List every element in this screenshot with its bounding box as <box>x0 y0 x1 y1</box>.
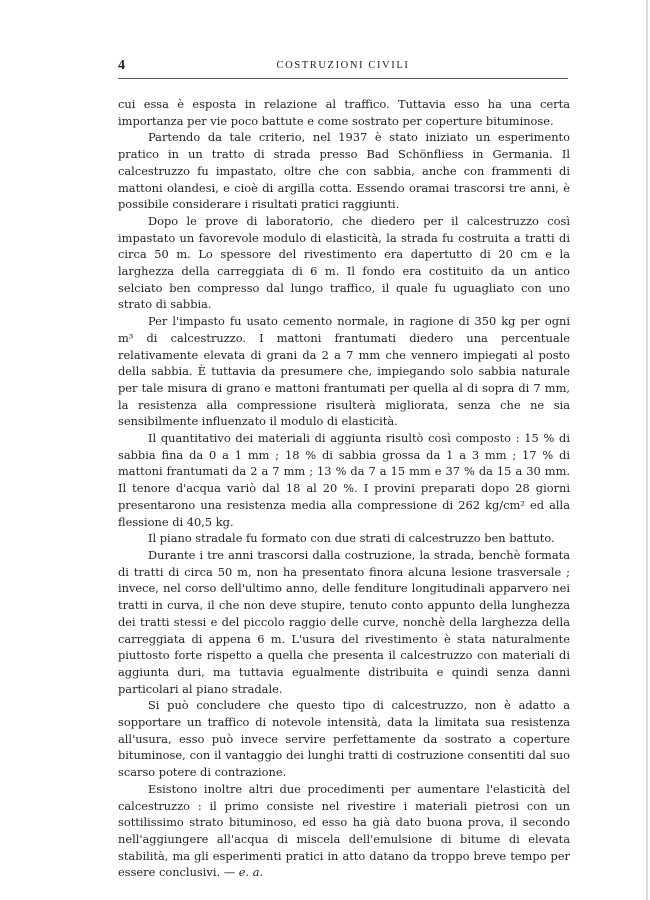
paragraph: Per l'impasto fu usato cemento normale, in ragione di 350 kg per ogni m³ di calcestruzzo. I mattoni frantumati diedero una percentuale relativamente elevata di grani da 2 a 7 mm che vennero impiegati al posto della sabbia. È tuttavia da presumere che, impiegando solo sabbia naturale per tale misura di grano e mattoni frantumati per quella al di sopra di 7 mm, la resistenza alla compressione risulterà migliorata, senza che ne sia sensibilmente influenzato il modulo di elasticità. <box>118 314 570 429</box>
page-header <box>118 58 568 80</box>
article-body <box>118 96 570 881</box>
paragraph: Dopo le prove di laboratorio, che diedero per il calcestruzzo così impastato un favorevole modulo di elasticità, la strada fu costruita a tratti di circa 50 m. Lo spessore del rivestimento era dapertutto di 20 cm e la larghezza della carreggiata di 6 m. Il fondo era costituito da un antico selciato ben compresso dal lungo traffico, il quale fu uguagliato con uno strato di sabbia. <box>118 213 570 312</box>
paragraph: Il piano stradale fu formato con due strati di calcestruzzo ben battuto. <box>148 531 555 546</box>
paragraph: Il quantitativo dei materiali di aggiunta risultò così composto : 15 % di sabbia fina da 0 a 1 mm ; 18 % di sabbia grossa da 1 a 3 mm ; 17 % di mattoni frantumati da 2 a 7 mm ; 13 % da 7 a 15 mm e 37 % da 15 a 30 mm. Il tenore d'acqua variò dal 18 al 20 %. I provini preparati dopo 28 giorni presentarono una resistenza media alla compressione di 262 kg/cm² ed alla flessione di 40,5 kg. <box>118 431 570 529</box>
paragraph: Partendo da tale criterio, nel 1937 è stato iniziato un esperimento pratico in un tratto di strada presso Bad Schönfliess in Germania. Il calcestruzzo fu impastato, oltre che con sabbia, anche con frammenti di mattoni olandesi, e cioè di argilla cotta. Essendo oramai trascorsi tre anni, è possibile considerare i risultati pratici raggiunti. <box>118 130 570 212</box>
header-rule <box>118 78 568 79</box>
paragraph: Durante i tre anni trascorsi dalla costruzione, la strada, benchè formata di tratti di circa 50 m, non ha presentato finora alcuna lesione trasversale ; invece, nel corso dell'ultimo anno, delle fenditure longitudinali apparvero nei tratti in curva, il che non deve stupire, tenuto conto appunto della lunghezza dei tratti stessi e del piccolo raggio delle curve, nonchè della larghezza della carreggiata di appena 6 m. L'usura del rivestimento è stata naturalmente piuttosto forte rispetto a quella che presenta il calcestruzzo con materiali di aggiunta duri, ma tuttavia egualmente distribuita e quindi senza danni particolari al piano stradale. <box>118 547 570 696</box>
paragraph-last <box>118 781 570 881</box>
paragraph: cui essa è esposta in relazione al traffico. Tuttavia esso ha una certa importanza per vie poco battute e come sostrato per coperture bituminose. <box>118 97 570 128</box>
running-title: COSTRUZIONI CIVILI <box>276 60 410 71</box>
page-number: 4 <box>118 58 125 73</box>
page-edge <box>646 0 648 900</box>
author-signature: e. a. <box>238 865 264 880</box>
paragraph-text: Esistono inoltre altri due procedimenti per aumentare l'elasticità del calcestruzzo : il primo consiste nel rivestire i materiali pietrosi con un sottilissimo strato bituminoso, ed esso ha già dato buona prova, il secondo nell'aggiungere all'acqua di miscela dell'emulsione di bitume di elevata stabilità, ma gli esperimenti pratici in atto datano da troppo breve tempo per essere conclusivi. — <box>118 781 570 880</box>
paragraph: Si può concludere che questo tipo di calcestruzzo, non è adatto a sopportare un traffico di notevole intensità, data la limitata sua resistenza all'usura, esso può invece servire perfettamente da sostrato a coperture bituminose, con il vantaggio dei lunghi tratti di costruzione consentiti dal suo scarso potere di contrazione. <box>118 698 570 780</box>
